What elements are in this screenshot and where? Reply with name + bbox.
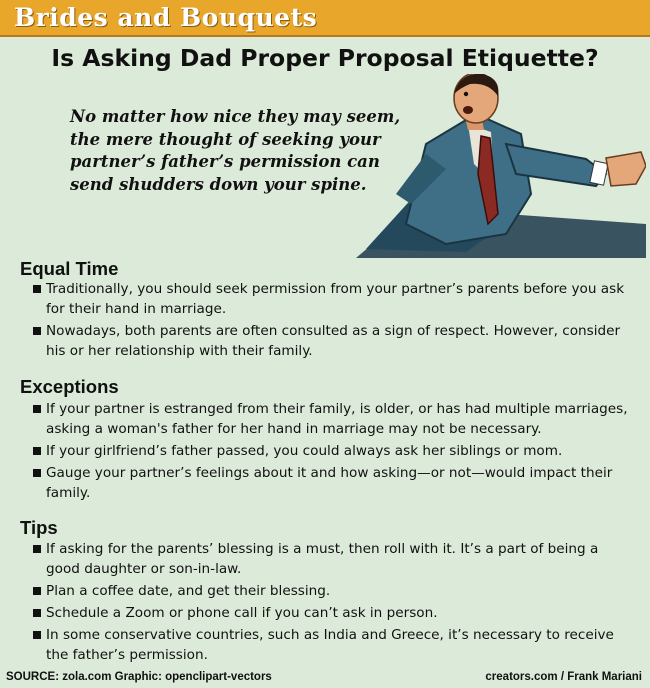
header-banner	[0, 0, 650, 37]
exceptions-list	[20, 399, 632, 505]
section-title-tips: Tips	[20, 517, 58, 538]
list-item: If your girlfriend’s father passed, you could always ask her siblings or mom.	[20, 441, 632, 461]
tips-list	[20, 539, 632, 667]
list-item: If your partner is estranged from their family, is older, or has had multiple marriages, asking a woman's father for her hand in marriage may not be necessary.	[20, 399, 632, 439]
eye	[464, 92, 468, 96]
list-item: In some conservative countries, such as India and Greece, it’s necessary to receive the father’s permission.	[20, 625, 632, 665]
intro-text: No matter how nice they may seem, the mere thought of seeking your partner’s father’s permission can send shudders down your spine.	[70, 107, 401, 194]
section-title-exceptions: Exceptions	[20, 376, 119, 397]
list-item: Plan a coffee date, and get their blessing.	[20, 581, 632, 601]
hand	[606, 152, 646, 186]
list-item: Traditionally, you should seek permission from your partner’s parents before you ask for their hand in marriage.	[20, 279, 632, 319]
banner-title: Brides and Bouquets	[14, 3, 318, 32]
creator-credit: creators.com / Frank Mariani	[485, 671, 642, 683]
list-item: If asking for the parents’ blessing is a must, then roll with it. It’s a part of being a good daughter or son-in-law.	[20, 539, 632, 579]
equal-time-list	[20, 279, 632, 363]
frightened-man-illustration	[356, 74, 646, 258]
list-item: Gauge your partner’s feelings about it and how asking—or not—would impact their family.	[20, 463, 632, 503]
list-item: Schedule a Zoom or phone call if you can’t ask in person.	[20, 603, 632, 623]
section-title-equal-time: Equal Time	[20, 258, 119, 279]
headline: Is Asking Dad Proper Proposal Etiquette?	[51, 44, 599, 72]
source-credit: SOURCE: zola.com Graphic: openclipart-vectors	[6, 671, 272, 683]
mouth	[463, 106, 473, 114]
list-item: Nowadays, both parents are often consulted as a sign of respect. However, consider his or her relationship with their family.	[20, 321, 632, 361]
